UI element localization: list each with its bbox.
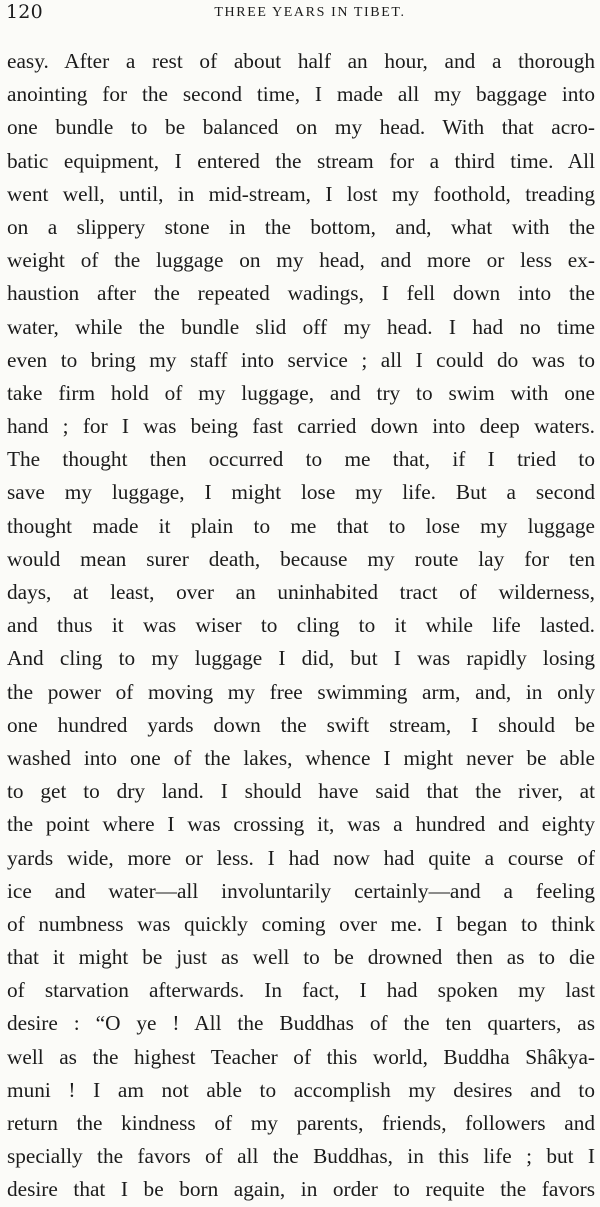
text-line: weight of the luggage on my head, and more or less ex- xyxy=(7,248,595,273)
text-line: even to bring my staff into service ; all I could do was to xyxy=(7,347,595,372)
text-line: to get to dry land. I should have said that the river, at xyxy=(7,779,595,804)
text-line: the point where I was crossing it, was a hundred and eighty xyxy=(7,812,595,837)
text-line: of starvation afterwards. In fact, I had spoken my last xyxy=(7,978,595,1003)
text-line: well as the highest Teacher of this world, Buddha Shâkya- xyxy=(7,1044,595,1069)
text-line: specially the favors of all the Buddhas, in this life ; but I xyxy=(7,1144,595,1169)
text-line: and thus it was wiser to cling to it while life lasted. xyxy=(7,613,595,638)
running-title: THREE YEARS IN TIBET. xyxy=(214,5,406,20)
text-line: desire that I be born again, in order to requite the favors xyxy=(7,1177,595,1202)
page-number: 120 xyxy=(6,1,43,23)
text-line: take firm hold of my luggage, and try to swim with one xyxy=(7,380,595,405)
text-line: The thought then occurred to me that, if I tried to xyxy=(7,447,595,472)
text-line: desire : “O ye ! All the Buddhas of the ten quarters, as xyxy=(7,1011,595,1036)
text-line: of numbness was quickly coming over me. I began to think xyxy=(7,911,595,936)
text-line: batic equipment, I entered the stream for a third time. All xyxy=(7,148,595,173)
text-line: muni ! I am not able to accomplish my desires and to xyxy=(7,1077,595,1102)
text-line: one hundred yards down the swift stream, I should be xyxy=(7,712,595,737)
text-line: save my luggage, I might lose my life. But a second xyxy=(7,480,595,505)
text-line: haustion after the repeated wadings, I fell down into the xyxy=(7,281,595,306)
text-line: yards wide, more or less. I had now had quite a course of xyxy=(7,845,595,870)
body-text xyxy=(7,45,595,1207)
text-line: return the kindness of my parents, friends, followers and xyxy=(7,1111,595,1135)
text-line: thought made it plain to me that to lose my luggage xyxy=(7,513,595,538)
text-line: on a slippery stone in the bottom, and, what with the xyxy=(7,214,595,239)
text-line: would mean surer death, because my route lay for ten xyxy=(7,546,595,571)
text-line: ice and water—all involuntarily certainly—and a feeling xyxy=(7,878,595,903)
text-line: washed into one of the lakes, whence I might never be able xyxy=(7,745,595,770)
text-line: one bundle to be balanced on my head. With that acro- xyxy=(7,115,595,140)
text-line: water, while the bundle slid off my head. I had no time xyxy=(7,314,595,339)
text-line: hand ; for I was being fast carried down into deep waters. xyxy=(7,414,595,439)
text-line: And cling to my luggage I did, but I was rapidly losing xyxy=(7,646,595,671)
text-line: that it might be just as well to be drowned then as to die xyxy=(7,945,595,970)
text-line: days, at least, over an uninhabited tract of wilderness, xyxy=(7,580,595,604)
text-line: easy. After a rest of about half an hour, and a thorough xyxy=(7,49,595,73)
text-line: went well, until, in mid-stream, I lost my foothold, treading xyxy=(7,181,595,206)
text-line: the power of moving my free swimming arm, and, in only xyxy=(7,679,595,704)
text-line: anointing for the second time, I made all my baggage into xyxy=(7,82,595,107)
